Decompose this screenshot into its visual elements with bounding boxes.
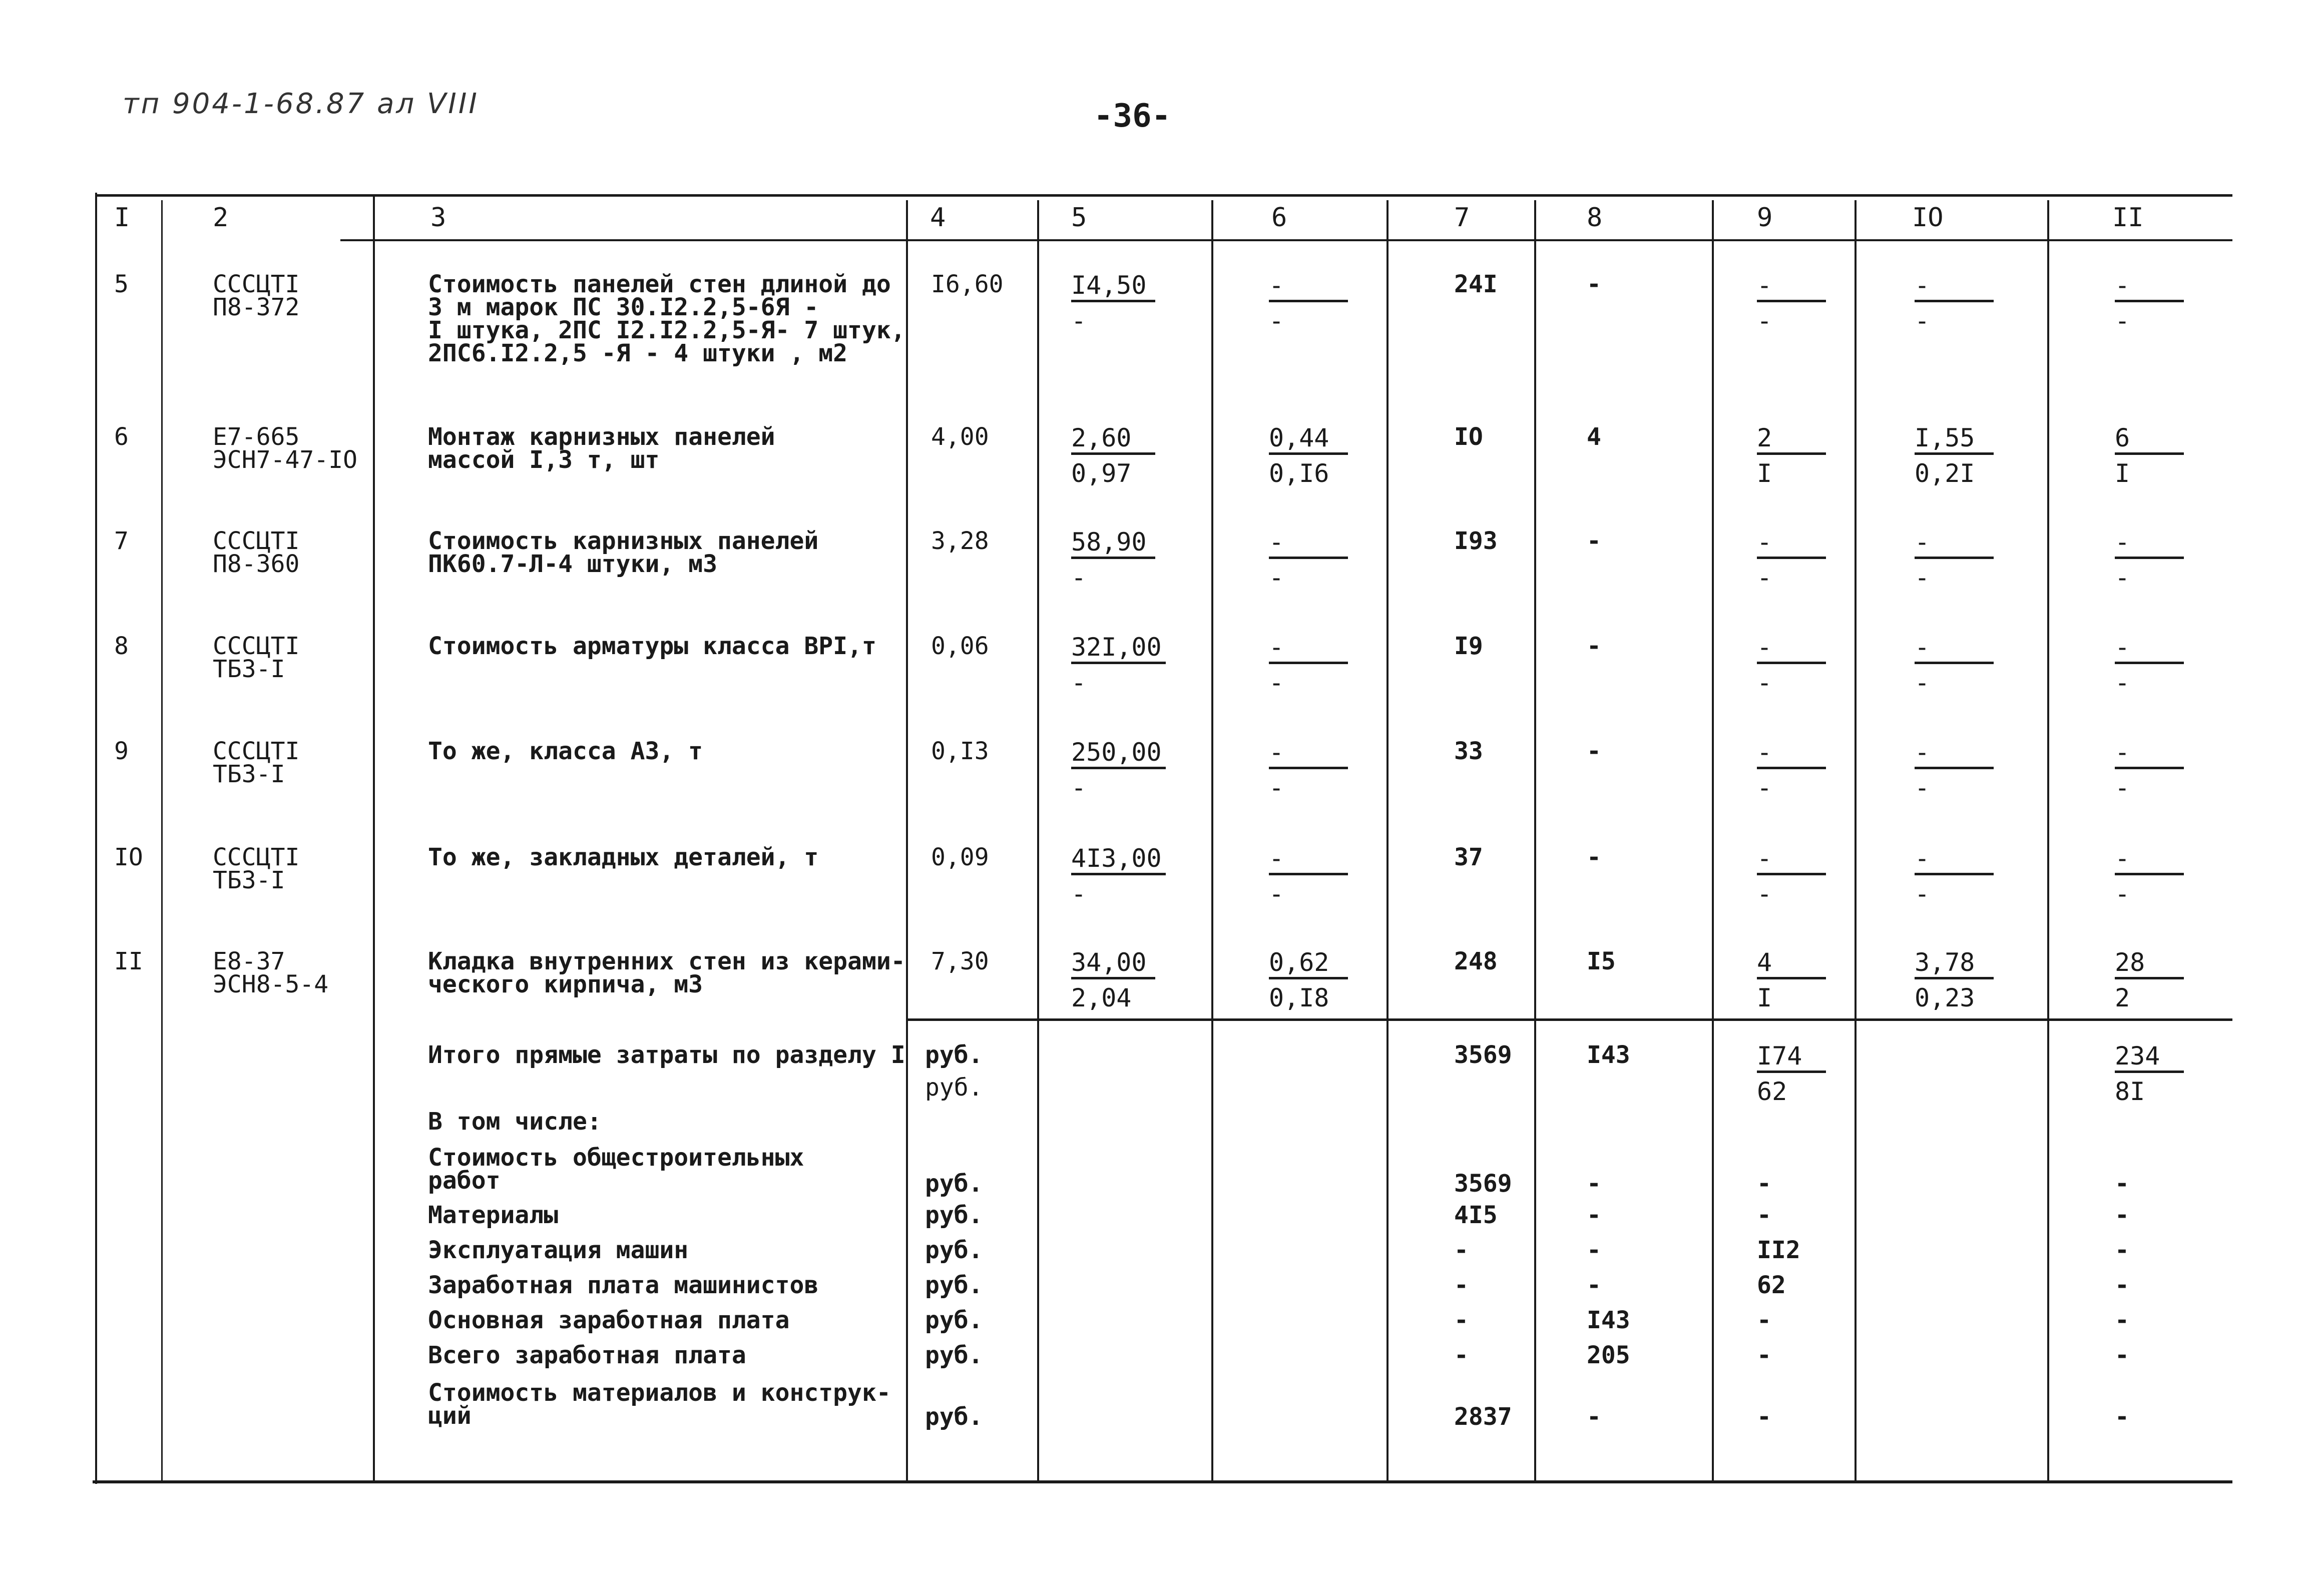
unit-cost <box>1071 425 1155 486</box>
breakdown-wage-base: - <box>1587 1271 1601 1299</box>
breakdown-unit: руб. <box>925 1306 983 1334</box>
totals-machine-total-denominator: 62 <box>1757 1077 1787 1106</box>
col-border-4 <box>1037 200 1039 1481</box>
breakdown-label: Заработная плата машинистов <box>428 1271 819 1299</box>
unit-cost-numerator: 32I,00 <box>1071 635 1166 664</box>
machine-total-denominator: - <box>1757 306 1772 335</box>
labor-total-denominator: - <box>2115 773 2130 802</box>
machine-cost-denominator: 0,I6 <box>1269 459 1329 488</box>
work-description: Стоимость панелей стен длиной до 3 м марок ПС 30.I2.2,5-6Я - I штука, 2ПС I2.I2.2,5-Я- 7 штук, 2ПС6.I2.2,5 -Я - 4 штуки , м2 <box>428 270 905 367</box>
machine-cost <box>1269 273 1348 333</box>
unit-cost <box>1071 846 1166 906</box>
total-cost: 37 <box>1454 843 1483 871</box>
totals-machine-total-numerator: I74 <box>1757 1043 1826 1073</box>
breakdown-label: Материалы <box>428 1201 559 1229</box>
col-border-8 <box>1712 200 1714 1481</box>
col-border-1 <box>161 200 163 1481</box>
machine-cost-numerator: - <box>1269 529 1348 559</box>
breakdown-labor: - <box>2115 1403 2129 1431</box>
labor-total-numerator: - <box>2115 740 2184 769</box>
labor-norm <box>1915 425 1994 486</box>
column-header: 7 <box>1454 203 1470 233</box>
unit-cost-numerator: 250,00 <box>1071 740 1166 769</box>
machine-cost-numerator: - <box>1269 635 1348 664</box>
col-border-9 <box>1855 200 1857 1481</box>
labor-norm-denominator: - <box>1915 668 1930 697</box>
totals-wage-base: I43 <box>1587 1041 1630 1069</box>
total-cost: I93 <box>1454 527 1498 555</box>
breakdown-labor: - <box>2115 1271 2129 1299</box>
table-top-rule <box>95 194 2232 197</box>
breakdown-machine: - <box>1757 1170 1771 1198</box>
wage-base: - <box>1587 632 1601 660</box>
breakdown-labor: - <box>2115 1170 2129 1198</box>
col-border-10 <box>2047 200 2049 1481</box>
machine-cost-denominator: - <box>1269 773 1284 802</box>
breakdown-wage-base: 205 <box>1587 1341 1630 1369</box>
breakdown-label: Эксплуатация машин <box>428 1236 689 1264</box>
breakdown-total-cost: 4I5 <box>1454 1201 1498 1229</box>
labor-norm-denominator: - <box>1915 773 1930 802</box>
wage-base: - <box>1587 270 1601 298</box>
labor-norm-numerator: - <box>1915 273 1994 302</box>
labor-norm <box>1915 846 1994 906</box>
totals-top-rule <box>906 1018 2232 1021</box>
labor-total-denominator: I <box>2115 459 2130 488</box>
breakdown-wage-base: - <box>1587 1236 1601 1264</box>
rate-code: СССЦТI П8-360 <box>213 527 300 578</box>
breakdown-unit: руб. <box>925 1271 983 1299</box>
machine-total-denominator: - <box>1757 668 1772 697</box>
machine-cost <box>1269 529 1348 590</box>
breakdown-total-cost: 3569 <box>1454 1170 1512 1198</box>
unit-cost-denominator: - <box>1071 668 1087 697</box>
machine-cost <box>1269 740 1348 800</box>
quantity: 7,30 <box>931 947 989 975</box>
header-bottom-rule <box>340 239 2232 241</box>
machine-total-numerator: - <box>1757 740 1826 769</box>
rate-code: Е8-37 ЭСН8-5-4 <box>213 947 329 998</box>
rate-code: Е7-665 ЭСН7-47-IO <box>213 423 357 474</box>
machine-total-numerator: - <box>1757 846 1826 875</box>
wage-base: - <box>1587 737 1601 765</box>
totals-labor-total-denominator: 8I <box>2115 1077 2145 1106</box>
breakdown-label: Стоимость общестроительных работ <box>428 1144 804 1195</box>
breakdown-machine: - <box>1757 1403 1771 1431</box>
col-border-5 <box>1211 200 1213 1481</box>
labor-total-numerator: - <box>2115 529 2184 559</box>
breakdown-machine: II2 <box>1757 1236 1800 1264</box>
column-header: II <box>2112 203 2144 233</box>
breakdown-label: Стоимость материалов и конструк- ций <box>428 1379 891 1430</box>
unit-cost-denominator: 0,97 <box>1071 459 1132 488</box>
machine-total-numerator: 2 <box>1757 425 1826 455</box>
labor-norm-denominator: 0,2I <box>1915 459 1975 488</box>
breakdown-labor: - <box>2115 1306 2129 1334</box>
machine-cost-denominator: 0,I8 <box>1269 983 1329 1012</box>
labor-total <box>2115 740 2184 800</box>
machine-cost-numerator: 0,62 <box>1269 950 1348 979</box>
machine-total-numerator: - <box>1757 273 1826 302</box>
breakdown-labor: - <box>2115 1236 2129 1264</box>
column-header: IO <box>1912 203 1944 233</box>
row-number: 9 <box>114 737 129 765</box>
breakdown-total-cost: 2837 <box>1454 1403 1512 1431</box>
col-border-3 <box>906 200 908 1481</box>
col-border-0 <box>95 193 97 1484</box>
labor-total <box>2115 950 2184 1010</box>
col-border-2 <box>373 195 375 1481</box>
labor-total <box>2115 529 2184 590</box>
breakdown-total-cost: - <box>1454 1236 1469 1264</box>
labor-total-numerator: - <box>2115 273 2184 302</box>
labor-total-numerator: 6 <box>2115 425 2184 455</box>
machine-cost-denominator: - <box>1269 668 1284 697</box>
column-header: 4 <box>930 203 946 233</box>
breakdown-wage-base: - <box>1587 1201 1601 1229</box>
machine-total-denominator: - <box>1757 563 1772 592</box>
machine-total <box>1757 273 1826 333</box>
unit-cost-numerator: I4,50 <box>1071 273 1155 302</box>
page-number: -36- <box>1094 98 1171 135</box>
unit-cost-numerator: 4I3,00 <box>1071 846 1166 875</box>
wage-base: 4 <box>1587 423 1601 451</box>
totals-label: Итого прямые затраты по разделу I <box>428 1041 905 1069</box>
column-header: 2 <box>213 203 229 233</box>
unit-cost-numerator: 2,60 <box>1071 425 1155 455</box>
machine-total <box>1757 950 1826 1010</box>
labor-norm-numerator: - <box>1915 529 1994 559</box>
unit-cost-denominator: - <box>1071 306 1087 335</box>
rate-code: СССЦТI ТБ3-I <box>213 843 300 894</box>
quantity: 3,28 <box>931 527 989 555</box>
row-number: 8 <box>114 632 129 660</box>
breakdown-labor: - <box>2115 1201 2129 1229</box>
totals-total-cost: 3569 <box>1454 1041 1512 1069</box>
machine-cost-denominator: - <box>1269 563 1284 592</box>
machine-cost <box>1269 950 1348 1010</box>
labor-total-denominator: - <box>2115 563 2130 592</box>
column-header: I <box>114 203 130 233</box>
unit-cost-numerator: 58,90 <box>1071 529 1155 559</box>
labor-total <box>2115 425 2184 486</box>
machine-cost <box>1269 635 1348 695</box>
machine-total <box>1757 635 1826 695</box>
breakdown-total-cost: - <box>1454 1341 1469 1369</box>
breakdown-unit: руб. <box>925 1236 983 1264</box>
total-cost: 24I <box>1454 270 1498 298</box>
wage-base: - <box>1587 527 1601 555</box>
quantity: 0,09 <box>931 843 989 871</box>
labor-norm-numerator: - <box>1915 635 1994 664</box>
labor-norm-numerator: I,55 <box>1915 425 1994 455</box>
wage-base: - <box>1587 843 1601 871</box>
row-number: IO <box>114 843 143 871</box>
unit-cost <box>1071 950 1155 1010</box>
machine-total <box>1757 846 1826 906</box>
breakdown-machine: - <box>1757 1306 1771 1334</box>
labor-norm-numerator: - <box>1915 846 1994 875</box>
quantity: 4,00 <box>931 423 989 451</box>
totals-unit-bottom: руб. <box>925 1074 983 1102</box>
labor-total-numerator: - <box>2115 846 2184 875</box>
machine-total-numerator: - <box>1757 529 1826 559</box>
work-description: Стоимость карнизных панелей ПК60.7-Л-4 штуки, м3 <box>428 527 819 578</box>
machine-total-numerator: 4 <box>1757 950 1826 979</box>
breakdown-unit: руб. <box>925 1341 983 1369</box>
machine-total <box>1757 529 1826 590</box>
labor-norm <box>1915 740 1994 800</box>
column-header: 8 <box>1587 203 1603 233</box>
labor-total-numerator: 28 <box>2115 950 2184 979</box>
column-header: 6 <box>1271 203 1287 233</box>
breakdown-wage-base: - <box>1587 1403 1601 1431</box>
machine-cost-denominator: - <box>1269 879 1284 908</box>
breakdown-machine: - <box>1757 1341 1771 1369</box>
labor-total-numerator: - <box>2115 635 2184 664</box>
unit-cost <box>1071 529 1155 590</box>
labor-total-denominator: - <box>2115 668 2130 697</box>
unit-cost-numerator: 34,00 <box>1071 950 1155 979</box>
machine-total-numerator: - <box>1757 635 1826 664</box>
totals-labor-total-numerator: 234 <box>2115 1043 2184 1073</box>
machine-cost-numerator: - <box>1269 273 1348 302</box>
row-number: 7 <box>114 527 129 555</box>
work-description: Кладка внутренних стен из керами- ческого кирпича, м3 <box>428 947 905 998</box>
including-label: В том числе: <box>428 1108 602 1136</box>
machine-cost-numerator: - <box>1269 740 1348 769</box>
unit-cost <box>1071 273 1155 333</box>
row-number: II <box>114 947 143 975</box>
unit-cost-denominator: - <box>1071 879 1087 908</box>
machine-total <box>1757 740 1826 800</box>
work-description: То же, класса А3, т <box>428 737 703 765</box>
labor-norm-denominator: - <box>1915 563 1930 592</box>
machine-total <box>1757 425 1826 486</box>
total-cost: 248 <box>1454 947 1498 975</box>
col-border-7 <box>1534 200 1536 1481</box>
unit-cost-denominator: - <box>1071 773 1087 802</box>
breakdown-unit: руб. <box>925 1170 983 1198</box>
machine-total-denominator: - <box>1757 879 1772 908</box>
rate-code: СССЦТI ТБ3-I <box>213 737 300 788</box>
labor-total-denominator: 2 <box>2115 983 2130 1012</box>
column-header: 5 <box>1071 203 1087 233</box>
unit-cost <box>1071 635 1166 695</box>
machine-cost <box>1269 425 1348 486</box>
unit-cost-denominator: 2,04 <box>1071 983 1132 1012</box>
machine-total-denominator: I <box>1757 983 1772 1012</box>
breakdown-labor: - <box>2115 1341 2129 1369</box>
wage-base: I5 <box>1587 947 1616 975</box>
breakdown-machine: 62 <box>1757 1271 1786 1299</box>
machine-cost-numerator: 0,44 <box>1269 425 1348 455</box>
total-cost: I9 <box>1454 632 1483 660</box>
document-stamp: тп 904-1-68.87 ал VIII <box>123 88 479 120</box>
quantity: 0,I3 <box>931 737 989 765</box>
labor-norm <box>1915 950 1994 1010</box>
unit-cost-denominator: - <box>1071 563 1087 592</box>
breakdown-machine: - <box>1757 1201 1771 1229</box>
total-cost: IO <box>1454 423 1483 451</box>
labor-total-denominator: - <box>2115 306 2130 335</box>
machine-cost-numerator: - <box>1269 846 1348 875</box>
column-header: 9 <box>1757 203 1773 233</box>
total-cost: 33 <box>1454 737 1483 765</box>
breakdown-label: Основная заработная плата <box>428 1306 790 1334</box>
breakdown-unit: руб. <box>925 1201 983 1229</box>
totals-unit-top: руб. <box>925 1041 983 1069</box>
row-number: 5 <box>114 270 129 298</box>
labor-total <box>2115 273 2184 333</box>
labor-total <box>2115 635 2184 695</box>
labor-norm-denominator: - <box>1915 879 1930 908</box>
machine-total-denominator: I <box>1757 459 1772 488</box>
totals-labor-total <box>2115 1043 2184 1104</box>
table-bottom-rule <box>93 1480 2232 1483</box>
machine-cost <box>1269 846 1348 906</box>
unit-cost <box>1071 740 1166 800</box>
labor-norm <box>1915 529 1994 590</box>
work-description: Стоимость арматуры класса BPI,т <box>428 632 876 660</box>
labor-total-denominator: - <box>2115 879 2130 908</box>
labor-norm-denominator: - <box>1915 306 1930 335</box>
machine-total-denominator: - <box>1757 773 1772 802</box>
breakdown-wage-base: I43 <box>1587 1306 1630 1334</box>
labor-norm-denominator: 0,23 <box>1915 983 1975 1012</box>
machine-cost-denominator: - <box>1269 306 1284 335</box>
totals-machine-total <box>1757 1043 1826 1104</box>
col-border-6 <box>1387 200 1389 1481</box>
row-number: 6 <box>114 423 129 451</box>
column-header: 3 <box>430 203 446 233</box>
rate-code: СССЦТI П8-372 <box>213 270 300 321</box>
labor-total <box>2115 846 2184 906</box>
quantity: I6,60 <box>931 270 1004 298</box>
labor-norm-numerator: 3,78 <box>1915 950 1994 979</box>
work-description: То же, закладных деталей, т <box>428 843 819 871</box>
breakdown-wage-base: - <box>1587 1170 1601 1198</box>
labor-norm-numerator: - <box>1915 740 1994 769</box>
work-description: Монтаж карнизных панелей массой I,3 т, шт <box>428 423 775 474</box>
breakdown-unit: руб. <box>925 1403 983 1431</box>
breakdown-label: Всего заработная плата <box>428 1341 746 1369</box>
labor-norm <box>1915 273 1994 333</box>
quantity: 0,06 <box>931 632 989 660</box>
labor-norm <box>1915 635 1994 695</box>
breakdown-total-cost: - <box>1454 1271 1469 1299</box>
rate-code: СССЦТI ТБ3-I <box>213 632 300 683</box>
breakdown-total-cost: - <box>1454 1306 1469 1334</box>
